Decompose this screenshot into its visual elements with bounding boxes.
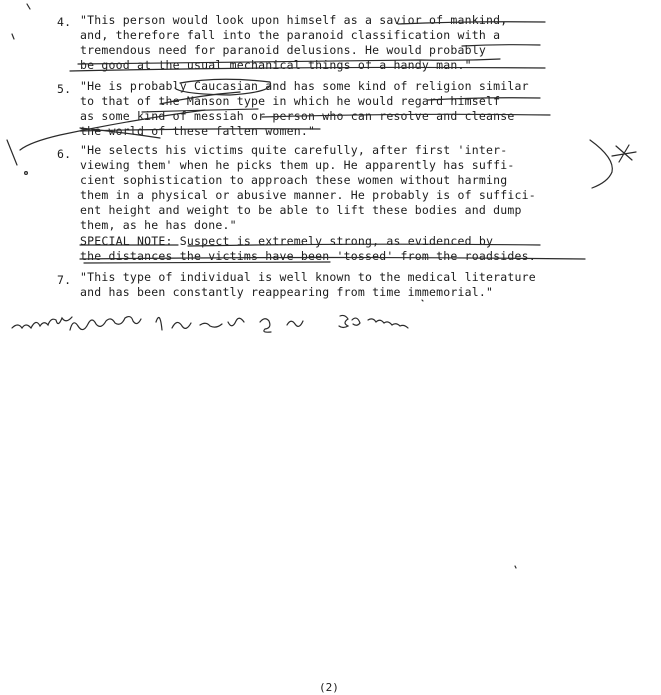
margin-x-mark [612, 145, 636, 162]
item-4-line-4: be good at the usual mechanical things of a handy man." [80, 58, 472, 72]
item-5-number: 5. [57, 82, 72, 96]
item-4-line-1: "This person would look upon himself as a savior of mankind, [80, 13, 508, 27]
item-5-line-4: the world of these fallen women." [80, 124, 316, 138]
handwritten-margin-note [12, 315, 408, 332]
scan-speck-2 [515, 566, 516, 568]
item-4-line-2: and, therefore fall into the paranoid classification with a [80, 28, 501, 42]
item-6-line-1: "He selects his victims quite carefully, after first 'inter- [80, 143, 508, 157]
side-tick [12, 34, 14, 39]
item-5-text [80, 79, 529, 139]
item-6-line-3: cient sophistication to approach these women without harming [80, 173, 508, 187]
margin-bracket [590, 140, 612, 188]
item-6-text [80, 143, 536, 233]
special-note-label: SPECIAL NOTE: [80, 234, 173, 248]
item-6-line-6: them, as he has done." [80, 218, 237, 232]
scan-speck-1 [422, 300, 423, 301]
item-6-line-4: them in a physical or abusive manner. He probably is of suffici- [80, 188, 536, 202]
item-5-line-1: "He is probably Caucasian and has some kind of religion similar [80, 79, 529, 93]
margin-slash [7, 140, 17, 165]
item-7-line-2: and has been constantly reappearing from time immemorial." [80, 285, 494, 299]
special-note-line-1: Suspect is extremely strong, as evidenced by [179, 234, 494, 248]
item-6-line-5: ent height and weight to be able to lift these bodies and dump [80, 203, 522, 217]
page-number: (2) [319, 681, 339, 694]
item-7-text [80, 270, 536, 300]
item-5-line-2: to that of the Manson type in which he would regard himself [80, 94, 501, 108]
item-4-text [80, 13, 507, 73]
top-tick [27, 4, 30, 9]
item-7-line-1: "This type of individual is well known to the medical literature [80, 270, 536, 284]
margin-dot [25, 172, 28, 175]
special-note [80, 234, 536, 264]
item-6-line-2: viewing them' when he picks them up. He apparently has suffi- [80, 158, 515, 172]
item-7-number: 7. [57, 273, 72, 287]
item-4-number: 4. [57, 15, 72, 29]
item-4-line-3: tremendous need for paranoid delusions. He would probably [80, 43, 487, 57]
item-6-number: 6. [57, 147, 72, 161]
item-5-line-3: as some kind of messiah or person who can resolve and cleanse [80, 109, 515, 123]
special-note-line-2: the distances the victims have been 'tossed' from the roadsides. [80, 249, 536, 263]
